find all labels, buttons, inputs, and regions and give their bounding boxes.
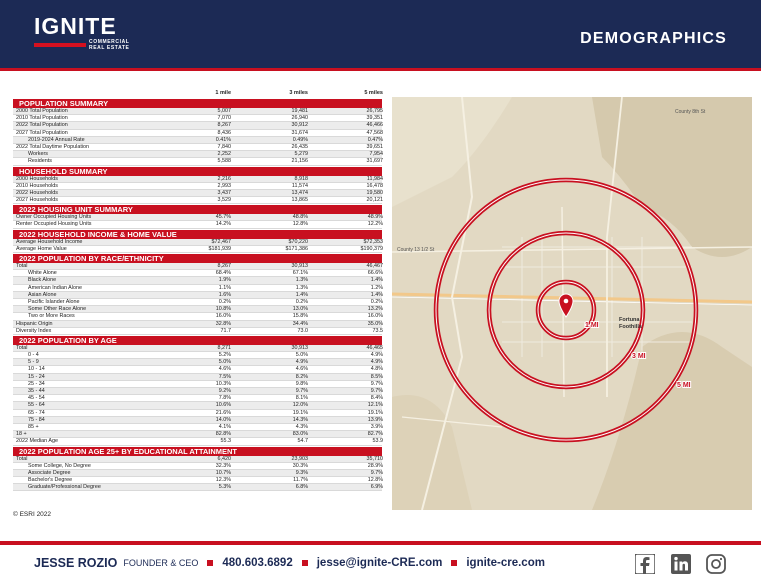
header-bar — [0, 0, 761, 68]
row-label: Average Household Income — [16, 238, 83, 245]
table-row — [13, 151, 382, 158]
cell-value: 4.8% — [370, 366, 383, 373]
cell-value: 4.9% — [370, 352, 383, 359]
cell-value: 5,279 — [294, 151, 308, 158]
column-header-5-miles: 5 miles — [364, 90, 383, 96]
cell-value: 14.0% — [215, 416, 231, 423]
cell-value: 13,865 — [291, 197, 308, 204]
cell-value: 30,912 — [291, 122, 308, 129]
cell-value: 9.7% — [370, 380, 383, 387]
cell-value: 13.0% — [292, 306, 308, 313]
cell-value: 39,351 — [366, 115, 383, 122]
cell-value: 46,465 — [366, 344, 383, 351]
cell-value: 2,252 — [217, 151, 231, 158]
cell-value: 9.7% — [295, 388, 308, 394]
cell-value: 9.8% — [295, 380, 308, 387]
cell-value: 11,984 — [366, 175, 383, 182]
cell-value: 1.2% — [370, 284, 383, 291]
cell-value: 6.8% — [295, 484, 308, 491]
instagram-icon[interactable] — [706, 554, 726, 574]
cell-value: 28.9% — [367, 462, 383, 469]
website-link[interactable]: ignite-cre.com — [466, 557, 545, 569]
agent-role: FOUNDER & CEO — [123, 558, 199, 568]
logo-subtitle — [89, 40, 130, 51]
cell-value: 5.2% — [218, 352, 231, 359]
cell-value: 1.1% — [218, 284, 231, 291]
row-label: Graduate/Professional Degree — [28, 484, 101, 491]
cell-value: 21.6% — [215, 409, 231, 416]
cell-value: 35.0% — [367, 320, 383, 327]
table-row — [13, 270, 382, 277]
table-row — [13, 108, 382, 115]
facebook-icon[interactable] — [635, 554, 655, 574]
page-title: DEMOGRAPHICS — [580, 30, 727, 47]
cell-value: 10.8% — [215, 306, 231, 313]
table-row — [13, 431, 382, 438]
cell-value: 46,466 — [366, 122, 383, 129]
cell-value: 26,435 — [291, 143, 308, 150]
demographics-table — [13, 90, 382, 491]
cell-value: 4.9% — [370, 359, 383, 366]
table-row — [13, 381, 382, 388]
cell-value: 30.3% — [292, 462, 308, 469]
table-row — [13, 176, 382, 183]
row-label: Pacific Islander Alone — [28, 298, 80, 305]
cell-value: 8.1% — [295, 395, 308, 402]
cell-value: 4.1% — [218, 423, 231, 430]
row-label: Two or More Races — [28, 313, 75, 320]
section-header: 2022 HOUSEHOLD INCOME & HOME VALUE — [13, 229, 382, 239]
row-label: 2022 Median Age — [16, 438, 58, 445]
row-label: 45 - 54 — [28, 395, 45, 402]
cell-value: 8.2% — [295, 373, 308, 380]
cell-value: 54.7 — [297, 438, 308, 445]
cell-value: 1.9% — [218, 277, 231, 284]
row-label: American Indian Alone — [28, 284, 82, 291]
row-label: Total — [16, 455, 28, 462]
cell-value: 1.4% — [370, 277, 383, 284]
cell-value: 13.9% — [367, 416, 383, 423]
cell-value: 39,651 — [366, 143, 383, 150]
section-header: 2022 POPULATION BY RACE/ETHNICITY — [13, 253, 382, 263]
table-row — [13, 144, 382, 151]
section-header: 2022 HOUSING UNIT SUMMARY — [13, 204, 382, 214]
separator-square — [302, 560, 308, 566]
table-row — [13, 438, 382, 445]
cell-value: 11.7% — [293, 477, 308, 484]
ignite-logo[interactable] — [34, 13, 134, 53]
cell-value: 1.3% — [295, 284, 308, 291]
cell-value: 73.0 — [297, 327, 308, 334]
table-row — [13, 122, 382, 129]
table-row — [13, 352, 382, 359]
row-label: 2022 Total Population — [16, 122, 68, 129]
row-label: 0 - 4 — [28, 352, 39, 359]
cell-value: 66.6% — [367, 270, 383, 277]
row-label: Average Home Value — [16, 245, 67, 252]
cell-value: 12.0% — [292, 402, 308, 409]
place-label-fortuna: Fortuna — [619, 317, 640, 323]
cell-value: 1.3% — [295, 277, 308, 284]
cell-value: 5.0% — [295, 352, 308, 359]
row-label: Black Alone — [28, 277, 57, 284]
cell-value: 14.3% — [292, 416, 308, 423]
cell-value: 53.9 — [372, 438, 383, 445]
row-label: 35 - 44 — [28, 388, 45, 394]
cell-value: 19,580 — [366, 189, 383, 196]
cell-value: 67.1% — [292, 270, 308, 277]
cell-value: $190,379 — [360, 245, 383, 252]
cell-value: 12.1% — [367, 402, 383, 409]
cell-value: 8,271 — [217, 344, 231, 351]
table-row — [13, 115, 382, 122]
cell-value: 32.8% — [215, 320, 231, 327]
logo-wordmark: IGNITE — [34, 13, 117, 39]
row-label: 2000 Households — [16, 175, 58, 182]
cell-value: 1.6% — [218, 291, 231, 298]
ring-label-5-mi: 5 MI — [677, 382, 691, 389]
cell-value: 73.5 — [372, 327, 383, 334]
column-header-1-mile: 1 mile — [215, 90, 231, 96]
linkedin-icon[interactable] — [671, 554, 691, 574]
table-row — [13, 277, 382, 284]
cell-value: 30,913 — [291, 263, 308, 269]
table-row — [13, 183, 382, 190]
table-row — [13, 306, 382, 313]
row-label: 2027 Total Population — [16, 129, 68, 136]
row-label: 25 - 34 — [28, 380, 45, 387]
row-label: 5 - 9 — [28, 359, 39, 366]
cell-value: 83.0% — [292, 431, 308, 438]
table-row — [13, 395, 382, 402]
cell-value: 12.8% — [292, 221, 308, 228]
cell-value: 26,940 — [291, 115, 308, 122]
row-label: Associate Degree — [28, 469, 71, 476]
cell-value: 5.0% — [218, 359, 231, 366]
cell-value: 0.2% — [370, 298, 383, 305]
cell-value: 7,954 — [369, 151, 383, 158]
cell-value: 10.6% — [215, 402, 231, 409]
cell-value: 10.7% — [215, 469, 231, 476]
table-row — [13, 366, 382, 373]
cell-value: 23,903 — [291, 455, 308, 462]
cell-value: 7,840 — [217, 143, 231, 150]
section-header: HOUSEHOLD SUMMARY — [13, 166, 382, 176]
table-row — [13, 321, 382, 328]
cell-value: $72,353 — [363, 238, 383, 245]
table-row — [13, 190, 382, 197]
ring-label-3-mi: 3 MI — [632, 353, 646, 360]
cell-value: 16.0% — [367, 313, 383, 320]
table-row — [13, 221, 382, 228]
cell-value: $171,386 — [285, 245, 308, 252]
row-label: 10 - 14 — [28, 366, 45, 373]
row-label: 55 - 64 — [28, 402, 45, 409]
row-label: Some College, No Degree — [28, 462, 91, 469]
cell-value: 48.8% — [292, 214, 308, 221]
table-row — [13, 463, 382, 470]
logo-red-bar — [34, 43, 86, 47]
table-row — [13, 345, 382, 352]
table-row — [13, 285, 382, 292]
cell-value: 0.2% — [295, 298, 308, 305]
row-label: Owner Occupied Housing Units — [16, 214, 92, 221]
cell-value: 68.4% — [215, 270, 231, 277]
row-label: Total — [16, 344, 28, 351]
cell-value: 20,121 — [366, 197, 383, 204]
cell-value: 4.6% — [295, 366, 308, 373]
row-label: 2010 Total Population — [16, 115, 68, 122]
cell-value: 34.4% — [292, 320, 308, 327]
cell-value: 7,070 — [217, 115, 231, 122]
cell-value: 16.0% — [215, 313, 231, 320]
cell-value: 31,674 — [291, 129, 308, 136]
row-label: Diversity Index — [16, 327, 52, 334]
table-row — [13, 410, 382, 417]
cell-value: 30,913 — [291, 344, 308, 351]
cell-value: 6,420 — [217, 455, 231, 462]
table-row — [13, 299, 382, 306]
cell-value: 55.3 — [220, 438, 231, 445]
cell-value: 14.2% — [215, 221, 231, 228]
map-graphic — [392, 97, 752, 510]
cell-value: 12.2% — [367, 221, 383, 228]
column-header-3-miles: 3 miles — [289, 90, 308, 96]
table-row — [13, 374, 382, 381]
table-row — [13, 292, 382, 299]
radius-map[interactable] — [392, 97, 752, 510]
cell-value: 26,795 — [366, 108, 383, 114]
table-row — [13, 239, 382, 246]
section-header: 2022 POPULATION AGE 25+ BY EDUCATIONAL ATTAINMENT — [13, 446, 382, 456]
section-header: POPULATION SUMMARY — [13, 98, 382, 108]
table-row — [13, 158, 382, 165]
separator-square — [207, 560, 213, 566]
footer-bar — [0, 545, 761, 588]
table-sections — [13, 98, 382, 491]
cell-value: 7.8% — [218, 395, 231, 402]
column-headers — [13, 90, 382, 98]
row-label: 2027 Households — [16, 197, 58, 204]
cell-value: 12.3% — [215, 477, 231, 484]
table-row — [13, 456, 382, 463]
cell-value: 10.3% — [215, 380, 231, 387]
cell-value: 9.7% — [370, 469, 383, 476]
row-label: Some Other Race Alone — [28, 306, 87, 313]
table-row — [13, 137, 382, 144]
cell-value: 9.7% — [370, 388, 383, 394]
cell-value: 48.9% — [367, 214, 383, 221]
row-label: 2019-2024 Annual Rate — [28, 136, 85, 143]
cell-value: 12.8% — [367, 477, 383, 484]
cell-value: 3,529 — [217, 197, 231, 204]
table-row — [13, 130, 382, 137]
road-label-county-13: County 13 1/2 St — [397, 247, 435, 253]
cell-value: 8,436 — [217, 129, 231, 136]
table-row — [13, 417, 382, 424]
cell-value: 8,267 — [217, 122, 231, 129]
table-row — [13, 263, 382, 270]
table-row — [13, 214, 382, 221]
row-label: 85 + — [28, 423, 39, 430]
cell-value: 8,918 — [294, 175, 308, 182]
cell-value: 1.4% — [370, 291, 383, 298]
row-label: 15 - 24 — [28, 373, 45, 380]
logo-subtitle-line-1: COMMERCIAL — [89, 39, 130, 45]
cell-value: 13,474 — [291, 189, 308, 196]
cell-value: 71.7 — [220, 327, 231, 334]
cell-value: 2,993 — [217, 182, 231, 189]
cell-value: 0.47% — [367, 136, 383, 143]
cell-value: 8.5% — [370, 373, 383, 380]
row-label: Asian Alone — [28, 291, 57, 298]
cell-value: 82.8% — [215, 431, 231, 438]
table-row — [13, 197, 382, 204]
row-label: 2010 Households — [16, 182, 58, 189]
cell-value: 2,216 — [217, 175, 231, 182]
row-label: Hispanic Origin — [16, 320, 53, 327]
cell-value: 7.5% — [218, 373, 231, 380]
cell-value: 0.41% — [215, 136, 231, 143]
table-row — [13, 246, 382, 253]
cell-value: 1.4% — [295, 291, 308, 298]
row-label: 2022 Households — [16, 189, 58, 196]
cell-value: $72,467 — [211, 238, 231, 245]
contact-info — [34, 556, 545, 570]
table-row — [13, 477, 382, 484]
cell-value: 0.2% — [218, 298, 231, 305]
place-label-foothills: Foothills — [619, 324, 642, 330]
source-credit: © ESRI 2022 — [13, 511, 52, 518]
separator-square — [451, 560, 457, 566]
row-label: 65 - 74 — [28, 409, 45, 416]
row-label: Bachelor's Degree — [28, 477, 73, 484]
row-label: Workers — [28, 151, 48, 158]
cell-value: 4.6% — [218, 366, 231, 373]
row-label: Total — [16, 263, 28, 269]
cell-value: 3,437 — [217, 189, 231, 196]
table-row — [13, 424, 382, 431]
cell-value: 5,588 — [217, 158, 231, 165]
cell-value: 11,574 — [291, 182, 308, 189]
table-row — [13, 388, 382, 395]
cell-value: 4.3% — [295, 423, 308, 430]
row-label: 2022 Total Daytime Population — [16, 143, 90, 150]
table-row — [13, 484, 382, 491]
cell-value: 6.9% — [370, 484, 383, 491]
cell-value: 31,697 — [366, 158, 383, 165]
cell-value: 35,710 — [366, 455, 383, 462]
logo-subtitle-line-2: REAL ESTATE — [89, 44, 130, 51]
cell-value: $181,939 — [208, 245, 231, 252]
row-label: Renter Occupied Housing Units — [16, 221, 92, 228]
agent-name: JESSE ROZIO — [34, 556, 118, 570]
table-row — [13, 359, 382, 366]
cell-value: 32.3% — [215, 462, 231, 469]
phone-link[interactable]: 480.603.6892 — [222, 557, 293, 569]
table-row — [13, 328, 382, 335]
cell-value: 82.7% — [367, 431, 383, 438]
cell-value: $70,220 — [288, 238, 308, 245]
row-label: White Alone — [28, 270, 57, 277]
row-label: 18 + — [16, 431, 27, 438]
table-row — [13, 470, 382, 477]
cell-value: 4.9% — [295, 359, 308, 366]
cell-value: 13.2% — [367, 306, 383, 313]
ring-label-1-mi: 1 MI — [585, 322, 599, 329]
table-row — [13, 402, 382, 409]
section-header: 2022 POPULATION BY AGE — [13, 335, 382, 345]
cell-value: 45.7% — [215, 214, 231, 221]
cell-value: 46,467 — [366, 263, 383, 269]
road-label-county-8th: County 8th St — [675, 109, 706, 115]
cell-value: 5,007 — [217, 108, 231, 114]
row-label: 75 - 84 — [28, 416, 45, 423]
cell-value: 15.8% — [292, 313, 308, 320]
cell-value: 8,267 — [217, 263, 231, 269]
cell-value: 19.1% — [292, 409, 308, 416]
row-label: 2000 Total Population — [16, 108, 68, 114]
cell-value: 3.9% — [370, 423, 383, 430]
cell-value: 19,481 — [291, 108, 308, 114]
cell-value: 0.49% — [292, 136, 308, 143]
cell-value: 9.2% — [218, 388, 231, 394]
cell-value: 19.1% — [367, 409, 383, 416]
cell-value: 21,156 — [291, 158, 308, 165]
cell-value: 16,478 — [366, 182, 383, 189]
cell-value: 9.3% — [295, 469, 308, 476]
cell-value: 47,568 — [366, 129, 383, 136]
header-stripe — [0, 68, 761, 71]
email-link[interactable]: jesse@ignite-CRE.com — [316, 557, 443, 569]
table-row — [13, 313, 382, 320]
row-label: Residents — [28, 158, 52, 165]
cell-value: 8.4% — [370, 395, 383, 402]
cell-value: 5.3% — [218, 484, 231, 491]
